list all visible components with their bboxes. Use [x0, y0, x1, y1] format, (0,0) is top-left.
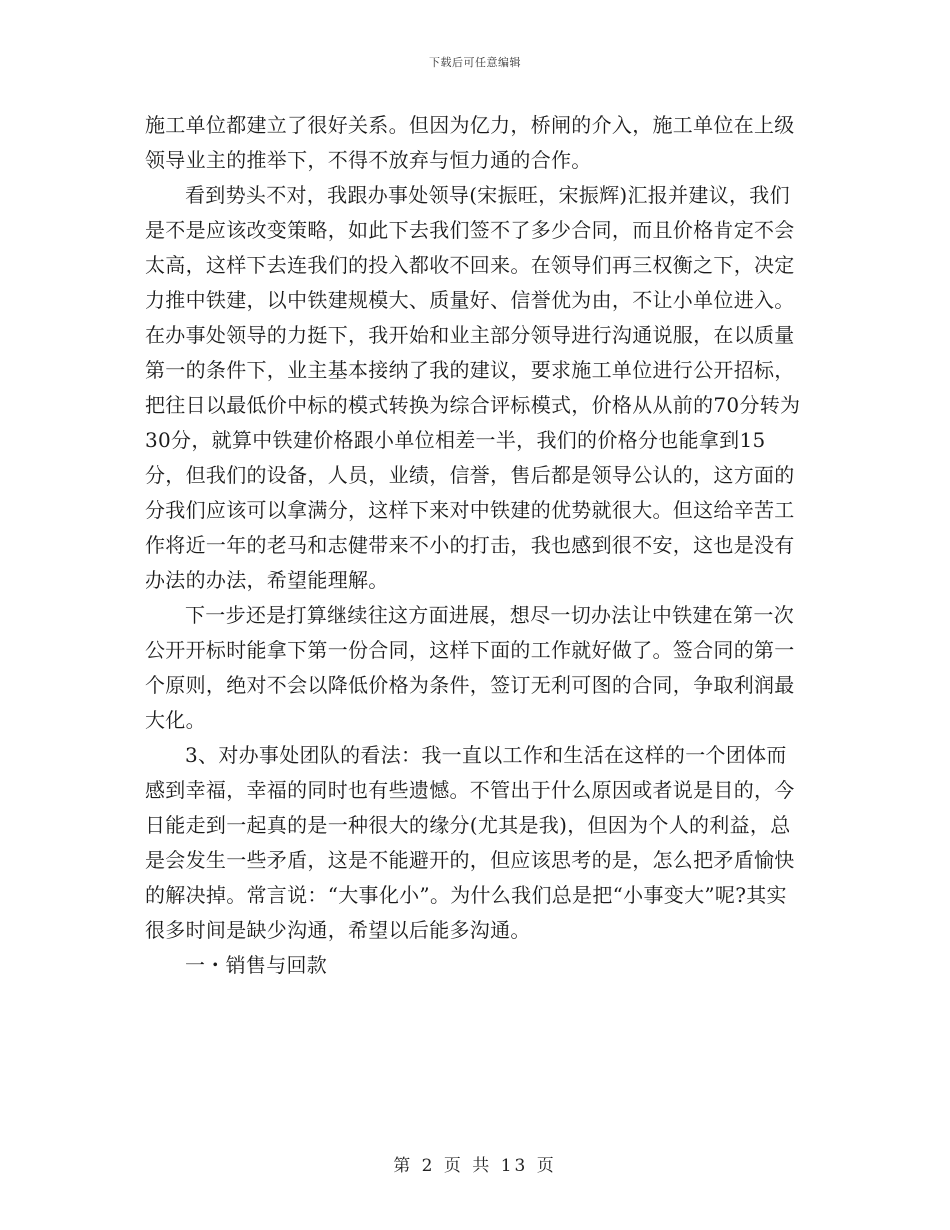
document-body [145, 108, 805, 983]
page-footer: 第 2 页 共 13 页 [393, 1156, 557, 1176]
paragraph-3: 下一步还是打算继续往这方面进展，想尽一切办法让中铁建在第一次公开开标时能拿下第一份合同，这样下面的工作就好做了。签合同的第一个原则，绝对不会以降低价格为条件，签订无利可图的合同，争取利润最大化。 [145, 603, 795, 732]
paragraph-4: 3、对办事处团队的看法：我一直以工作和生活在这样的一个团体而感到幸福，幸福的同时也有些遗憾。不管出于什么原因或者说是目的，今日能走到一起真的是一种很大的缘分(尤其是我)，但因为个人的利益，总是会发生一些矛盾，这是不能避开的，但应该思考的是，怎么把矛盾愉快的解决掉。常言说：“大事化小”。为什么我们总是把“小事变大”呢?其实很多时间是缺少沟通，希望以后能多沟通。 [145, 743, 795, 942]
section-heading: 一・销售与回款 [185, 953, 328, 977]
paragraph-1: 施工单位都建立了很好关系。但因为亿力，桥闸的介入，施工单位在上级领导业主的推举下，不得不放弃与恒力通的合作。 [145, 113, 795, 172]
page-header: 下载后可任意编辑 [429, 56, 521, 69]
paragraph-2: 看到势头不对，我跟办事处领导(宋振旺，宋振辉)汇报并建议，我们是不是应该改变策略，如此下去我们签不了多少合同，而且价格肯定不会太高，这样下去连我们的投入都收不回来。在领导们再三权衡之下，决定力推中铁建，以中铁建规模大、质量好、信誉优为由，不让小单位进入。在办事处领导的力挺下，我开始和业主部分领导进行沟通说服，在以质量第一的条件下，业主基本接纳了我的建议，要求施工单位进行公开招标，把往日以最低价中标的模式转换为综合评标模式，价格从从前的70分转为30分，就算中铁建价格跟小单位相差一半，我们的价格分也能拿到15分，但我们的设备，人员，业绩，信誉，售后都是领导公认的，这方面的分我们应该可以拿满分，这样下来对中铁建的优势就很大。但这给辛苦工作将近一年的老马和志健带来不小的打击，我也感到很不安，这也是没有办法的办法，希望能理解。 [145, 183, 801, 592]
